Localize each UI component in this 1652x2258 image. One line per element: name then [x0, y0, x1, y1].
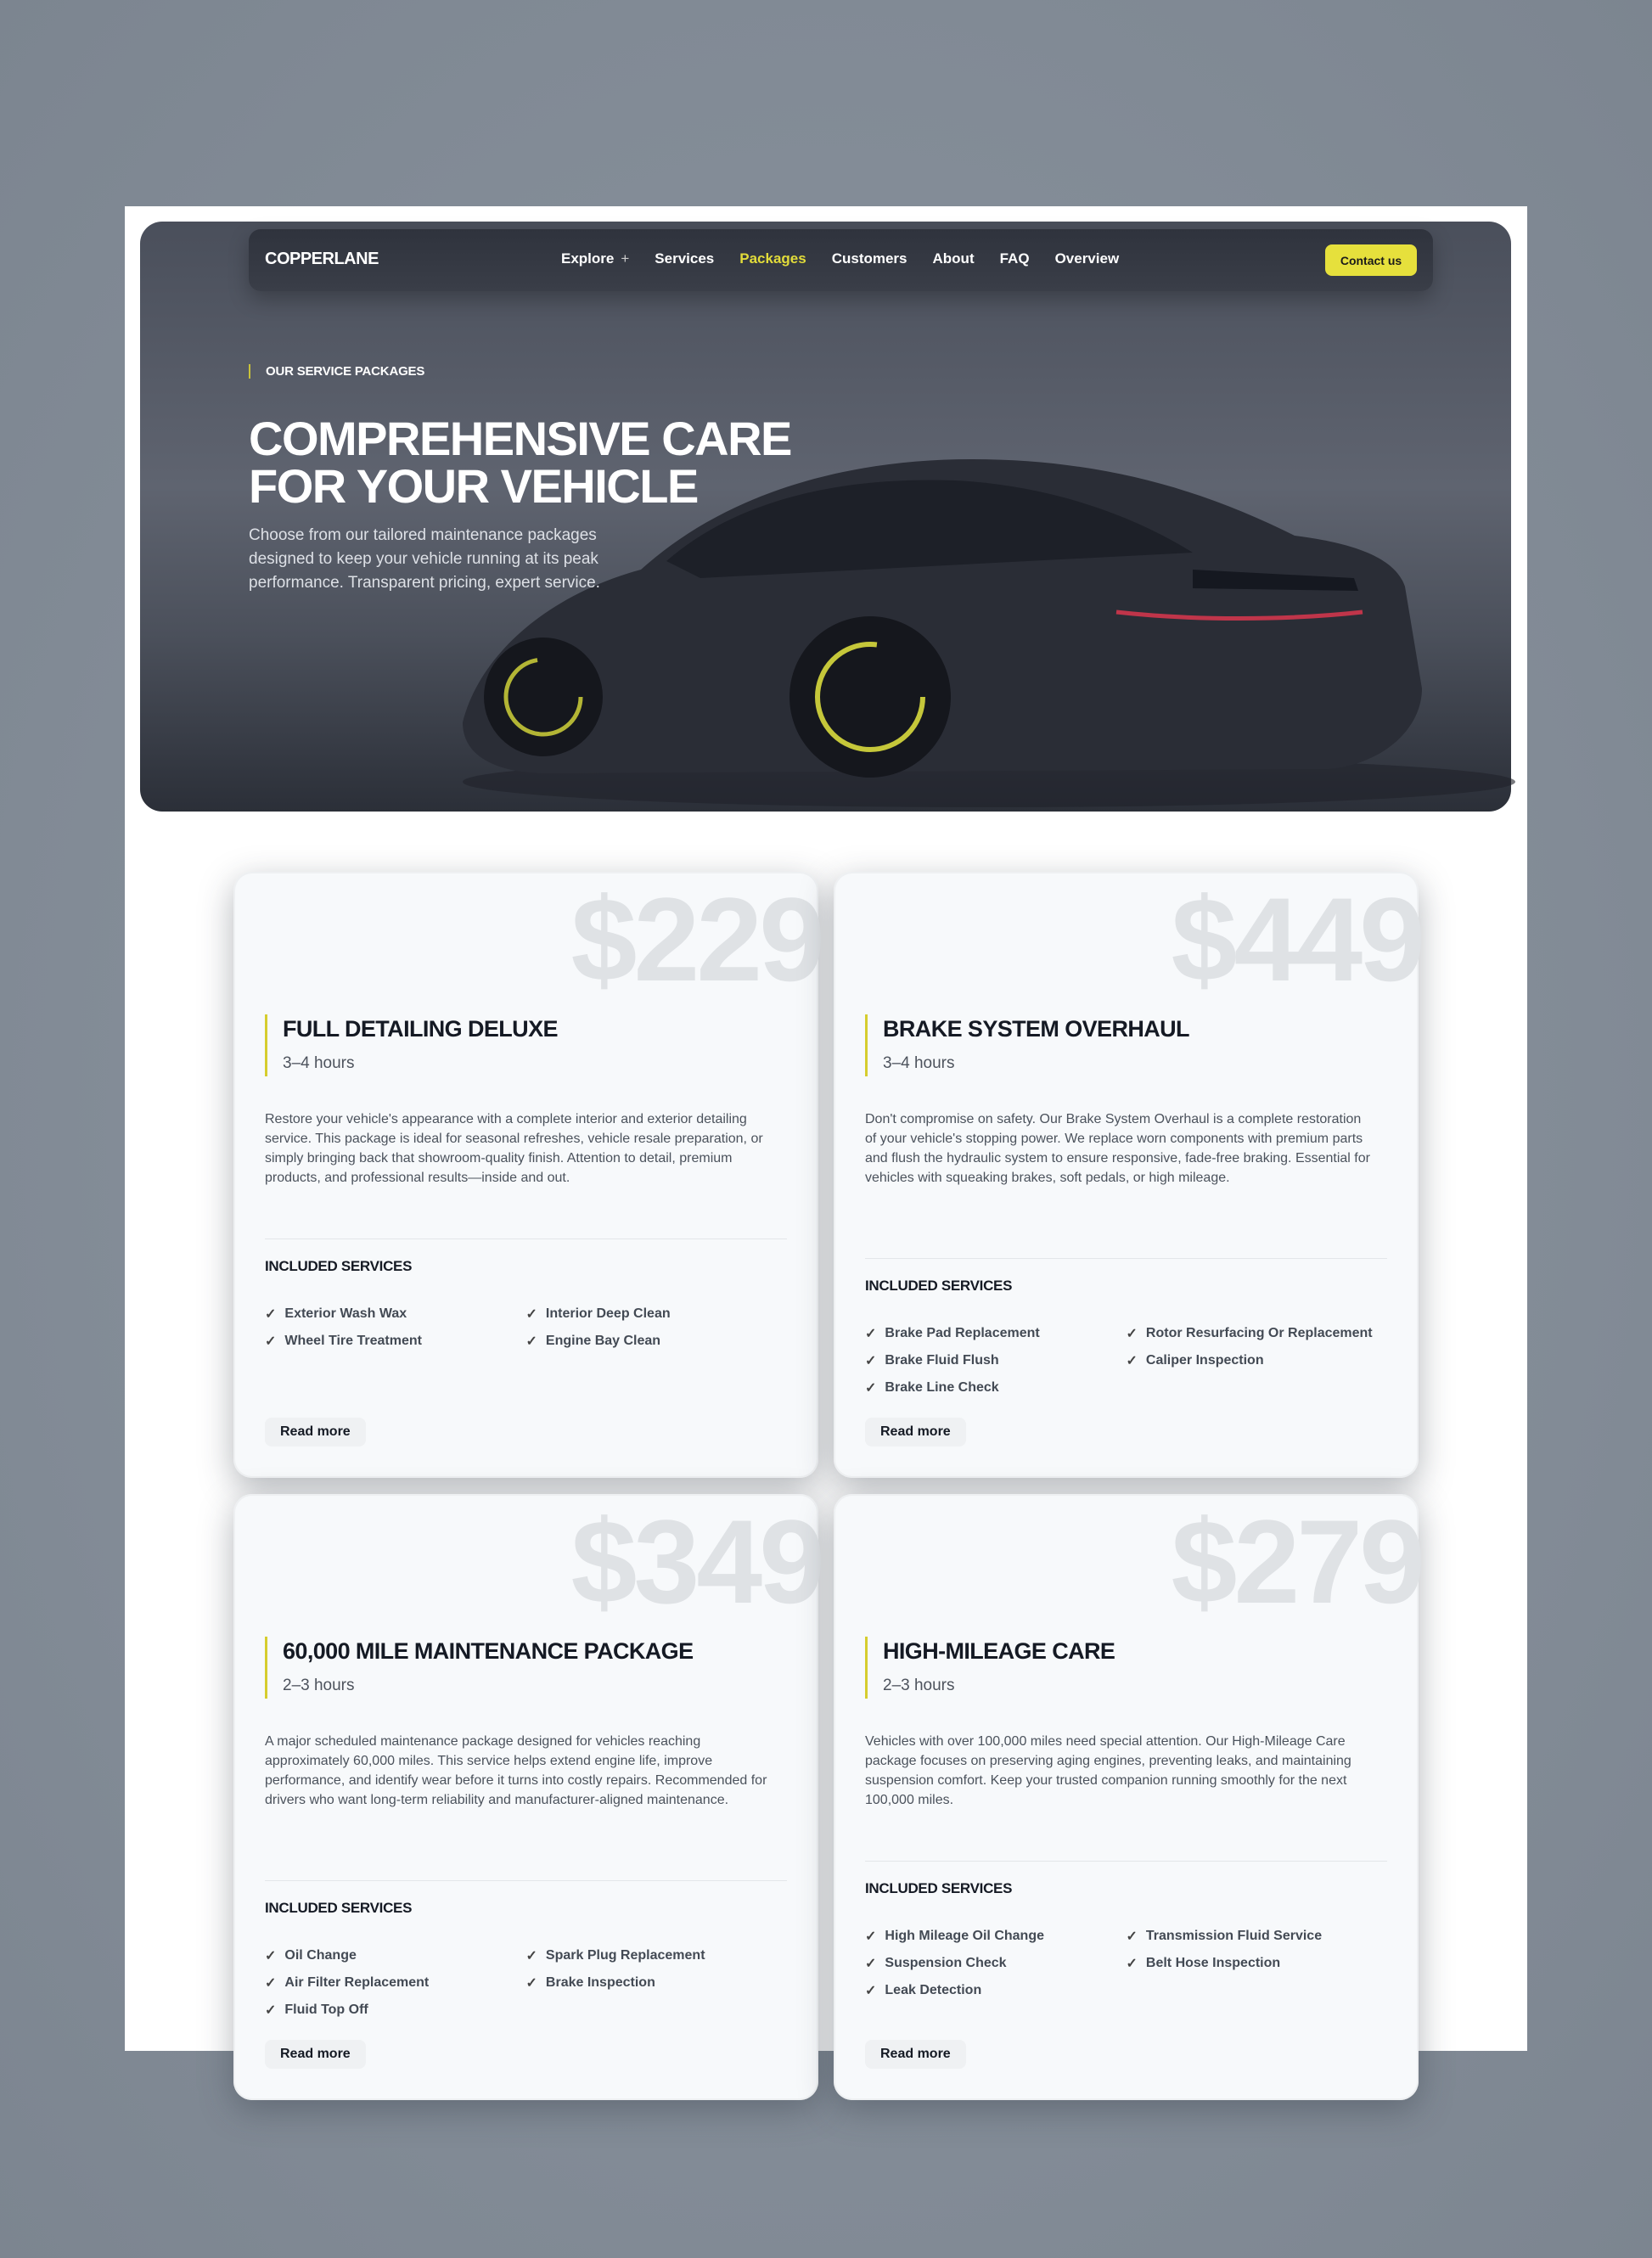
nav-explore[interactable] — [561, 250, 629, 267]
read-more-button[interactable]: Read more — [865, 1418, 966, 1446]
card-heading — [265, 1637, 693, 1699]
price: $229 — [570, 873, 822, 1006]
check-icon: ✓ — [525, 1949, 537, 1963]
service-label: Spark Plug Replacement — [545, 1948, 705, 1963]
included-section — [265, 1880, 787, 2019]
service-item — [265, 2002, 526, 2019]
check-icon: ✓ — [865, 1354, 877, 1368]
service-item — [865, 1352, 1127, 1369]
service-label: Brake Pad Replacement — [885, 1326, 1040, 1340]
nav-packages[interactable]: Packages — [739, 250, 806, 267]
service-item — [865, 1325, 1127, 1342]
card-description: A major scheduled maintenance package designed for vehicles reaching approximately 60,000 miles. This service helps extend engine life, improve performance, and identify wear before it turns into costly repairs. Recommended for drivers who want long-term reliability and manufacturer-aligned maintenance. — [265, 1734, 767, 1807]
check-icon: ✓ — [1126, 1354, 1138, 1368]
service-label: Fluid Top Off — [284, 2002, 368, 2017]
included-label: INCLUDED SERVICES — [865, 1880, 1013, 1896]
hero — [140, 222, 1511, 812]
card-title: FULL DETAILING DELUXE — [283, 1016, 558, 1042]
service-item — [865, 1379, 1127, 1396]
included-section — [265, 1239, 787, 1350]
card-title: HIGH-MILEAGE CARE — [883, 1638, 1115, 1664]
check-icon: ✓ — [525, 1976, 537, 1991]
read-more-button[interactable]: Read more — [865, 2040, 966, 2069]
check-icon: ✓ — [865, 1957, 877, 1971]
read-more-button[interactable]: Read more — [265, 2040, 366, 2069]
nav-overview[interactable]: Overview — [1054, 250, 1120, 267]
package-card — [834, 1494, 1422, 2100]
service-item — [265, 1974, 526, 1991]
nav-menu — [561, 250, 1119, 267]
check-icon: ✓ — [265, 2003, 277, 2018]
service-item — [265, 1947, 526, 1964]
service-label: High Mileage Oil Change — [885, 1929, 1044, 1943]
package-card — [233, 1494, 822, 2100]
service-item — [265, 1333, 526, 1350]
price: $349 — [570, 1495, 822, 1628]
price: $449 — [1171, 873, 1422, 1006]
check-icon: ✓ — [1126, 1327, 1138, 1341]
service-label: Oil Change — [284, 1948, 357, 1963]
service-label: Brake Line Check — [885, 1380, 999, 1395]
hero-title: COMPREHENSIVE CARE FOR YOUR VEHICLE — [249, 412, 791, 513]
service-label: Belt Hose Inspection — [1145, 1956, 1281, 1970]
service-item — [1127, 1352, 1388, 1369]
card-description: Restore your vehicle's appearance with a complete interior and exterior detailing service. This package is ideal for seasonal refreshes, vehicle resale preparation, or simply bringing back that showroom-quality finish. Attention to detail, premium products, and professional results—inside and out. — [265, 1112, 763, 1185]
check-icon: ✓ — [865, 1327, 877, 1341]
service-label: Transmission Fluid Service — [1145, 1929, 1323, 1943]
service-item — [865, 1982, 1127, 1999]
card-description: Don't compromise on safety. Our Brake System Overhaul is a complete restoration of your vehicle's stopping power. We replace worn components with premium parts and flush the hydraulic system to ensure responsive, fade-free braking. Essential for vehicles with squeaking brakes, soft pedals, or high mileage. — [865, 1112, 1370, 1185]
service-label: Brake Inspection — [545, 1975, 655, 1990]
logo[interactable]: COPPERLANE — [265, 250, 379, 268]
divider — [265, 1880, 787, 1881]
hero-subtitle: Choose from our tailored maintenance packages designed to keep your vehicle running at its peak performance. Transparent pricing, expert service. — [249, 526, 600, 592]
service-label: Wheel Tire Treatment — [284, 1334, 422, 1348]
check-icon: ✓ — [265, 1334, 277, 1349]
included-label: INCLUDED SERVICES — [265, 1258, 413, 1274]
nav-customers[interactable]: Customers — [831, 250, 907, 267]
duration: 3–4 hours — [283, 1054, 355, 1072]
service-label: Brake Fluid Flush — [885, 1353, 999, 1368]
services-list — [265, 1306, 787, 1350]
included-label: INCLUDED SERVICES — [865, 1278, 1013, 1294]
included-section — [865, 1258, 1387, 1396]
service-item — [526, 1306, 788, 1323]
service-item — [1127, 1325, 1388, 1342]
duration: 2–3 hours — [283, 1677, 355, 1694]
plus-icon: + — [621, 250, 630, 267]
nav-about[interactable]: About — [932, 250, 975, 267]
check-icon: ✓ — [865, 1929, 877, 1944]
service-item — [1127, 1955, 1388, 1972]
contact-button[interactable]: Contact us — [1325, 244, 1417, 276]
divider — [865, 1258, 1387, 1259]
included-label: INCLUDED SERVICES — [265, 1900, 413, 1916]
check-icon: ✓ — [1126, 1929, 1138, 1944]
read-more-button[interactable]: Read more — [265, 1418, 366, 1446]
check-icon: ✓ — [865, 1381, 877, 1396]
page — [125, 206, 1527, 2061]
duration: 2–3 hours — [883, 1677, 955, 1694]
package-card — [233, 872, 822, 1478]
check-icon: ✓ — [265, 1949, 277, 1963]
card-heading — [265, 1014, 558, 1076]
card-title: BRAKE SYSTEM OVERHAUL — [883, 1016, 1189, 1042]
price: $279 — [1171, 1495, 1422, 1628]
top-nav — [249, 229, 1433, 291]
check-icon: ✓ — [1126, 1957, 1138, 1971]
check-icon: ✓ — [265, 1976, 277, 1991]
services-list — [865, 1325, 1387, 1396]
service-label: Air Filter Replacement — [284, 1975, 430, 1990]
card-title: 60,000 MILE MAINTENANCE PACKAGE — [283, 1638, 694, 1664]
card-heading — [865, 1637, 1115, 1699]
service-item — [265, 1306, 526, 1323]
check-icon: ✓ — [525, 1334, 537, 1349]
card-description: Vehicles with over 100,000 miles need special attention. Our High-Mileage Care package focuses on preserving aging engines, preventing leaks, and maintaining suspension comfort. Keep your trusted companion running smoothly for the next 100,000 miles. — [865, 1734, 1351, 1807]
divider — [865, 1861, 1387, 1862]
service-item — [865, 1955, 1127, 1972]
check-icon: ✓ — [865, 1984, 877, 1998]
service-label: Interior Deep Clean — [545, 1306, 671, 1321]
check-icon: ✓ — [525, 1307, 537, 1322]
service-label: Suspension Check — [885, 1956, 1007, 1970]
check-icon: ✓ — [265, 1307, 277, 1322]
included-section — [865, 1861, 1387, 1999]
hero-eyebrow: OUR SERVICE PACKAGES — [249, 364, 424, 379]
package-card — [834, 872, 1422, 1478]
service-label: Engine Bay Clean — [545, 1334, 661, 1348]
service-label: Exterior Wash Wax — [284, 1306, 407, 1321]
service-item — [526, 1974, 788, 1991]
service-label: Caliper Inspection — [1145, 1353, 1264, 1368]
duration: 3–4 hours — [883, 1054, 955, 1072]
services-list — [865, 1928, 1387, 1999]
nav-explore-label: Explore — [561, 250, 615, 267]
service-item — [1127, 1928, 1388, 1945]
service-item — [865, 1928, 1127, 1945]
services-list — [265, 1947, 787, 2019]
service-label: Rotor Resurfacing Or Replacement — [1145, 1326, 1373, 1340]
service-item — [526, 1947, 788, 1964]
card-heading — [865, 1014, 1189, 1076]
service-item — [526, 1333, 788, 1350]
nav-faq[interactable]: FAQ — [999, 250, 1030, 267]
service-label: Leak Detection — [885, 1983, 982, 1997]
nav-services[interactable]: Services — [655, 250, 715, 267]
